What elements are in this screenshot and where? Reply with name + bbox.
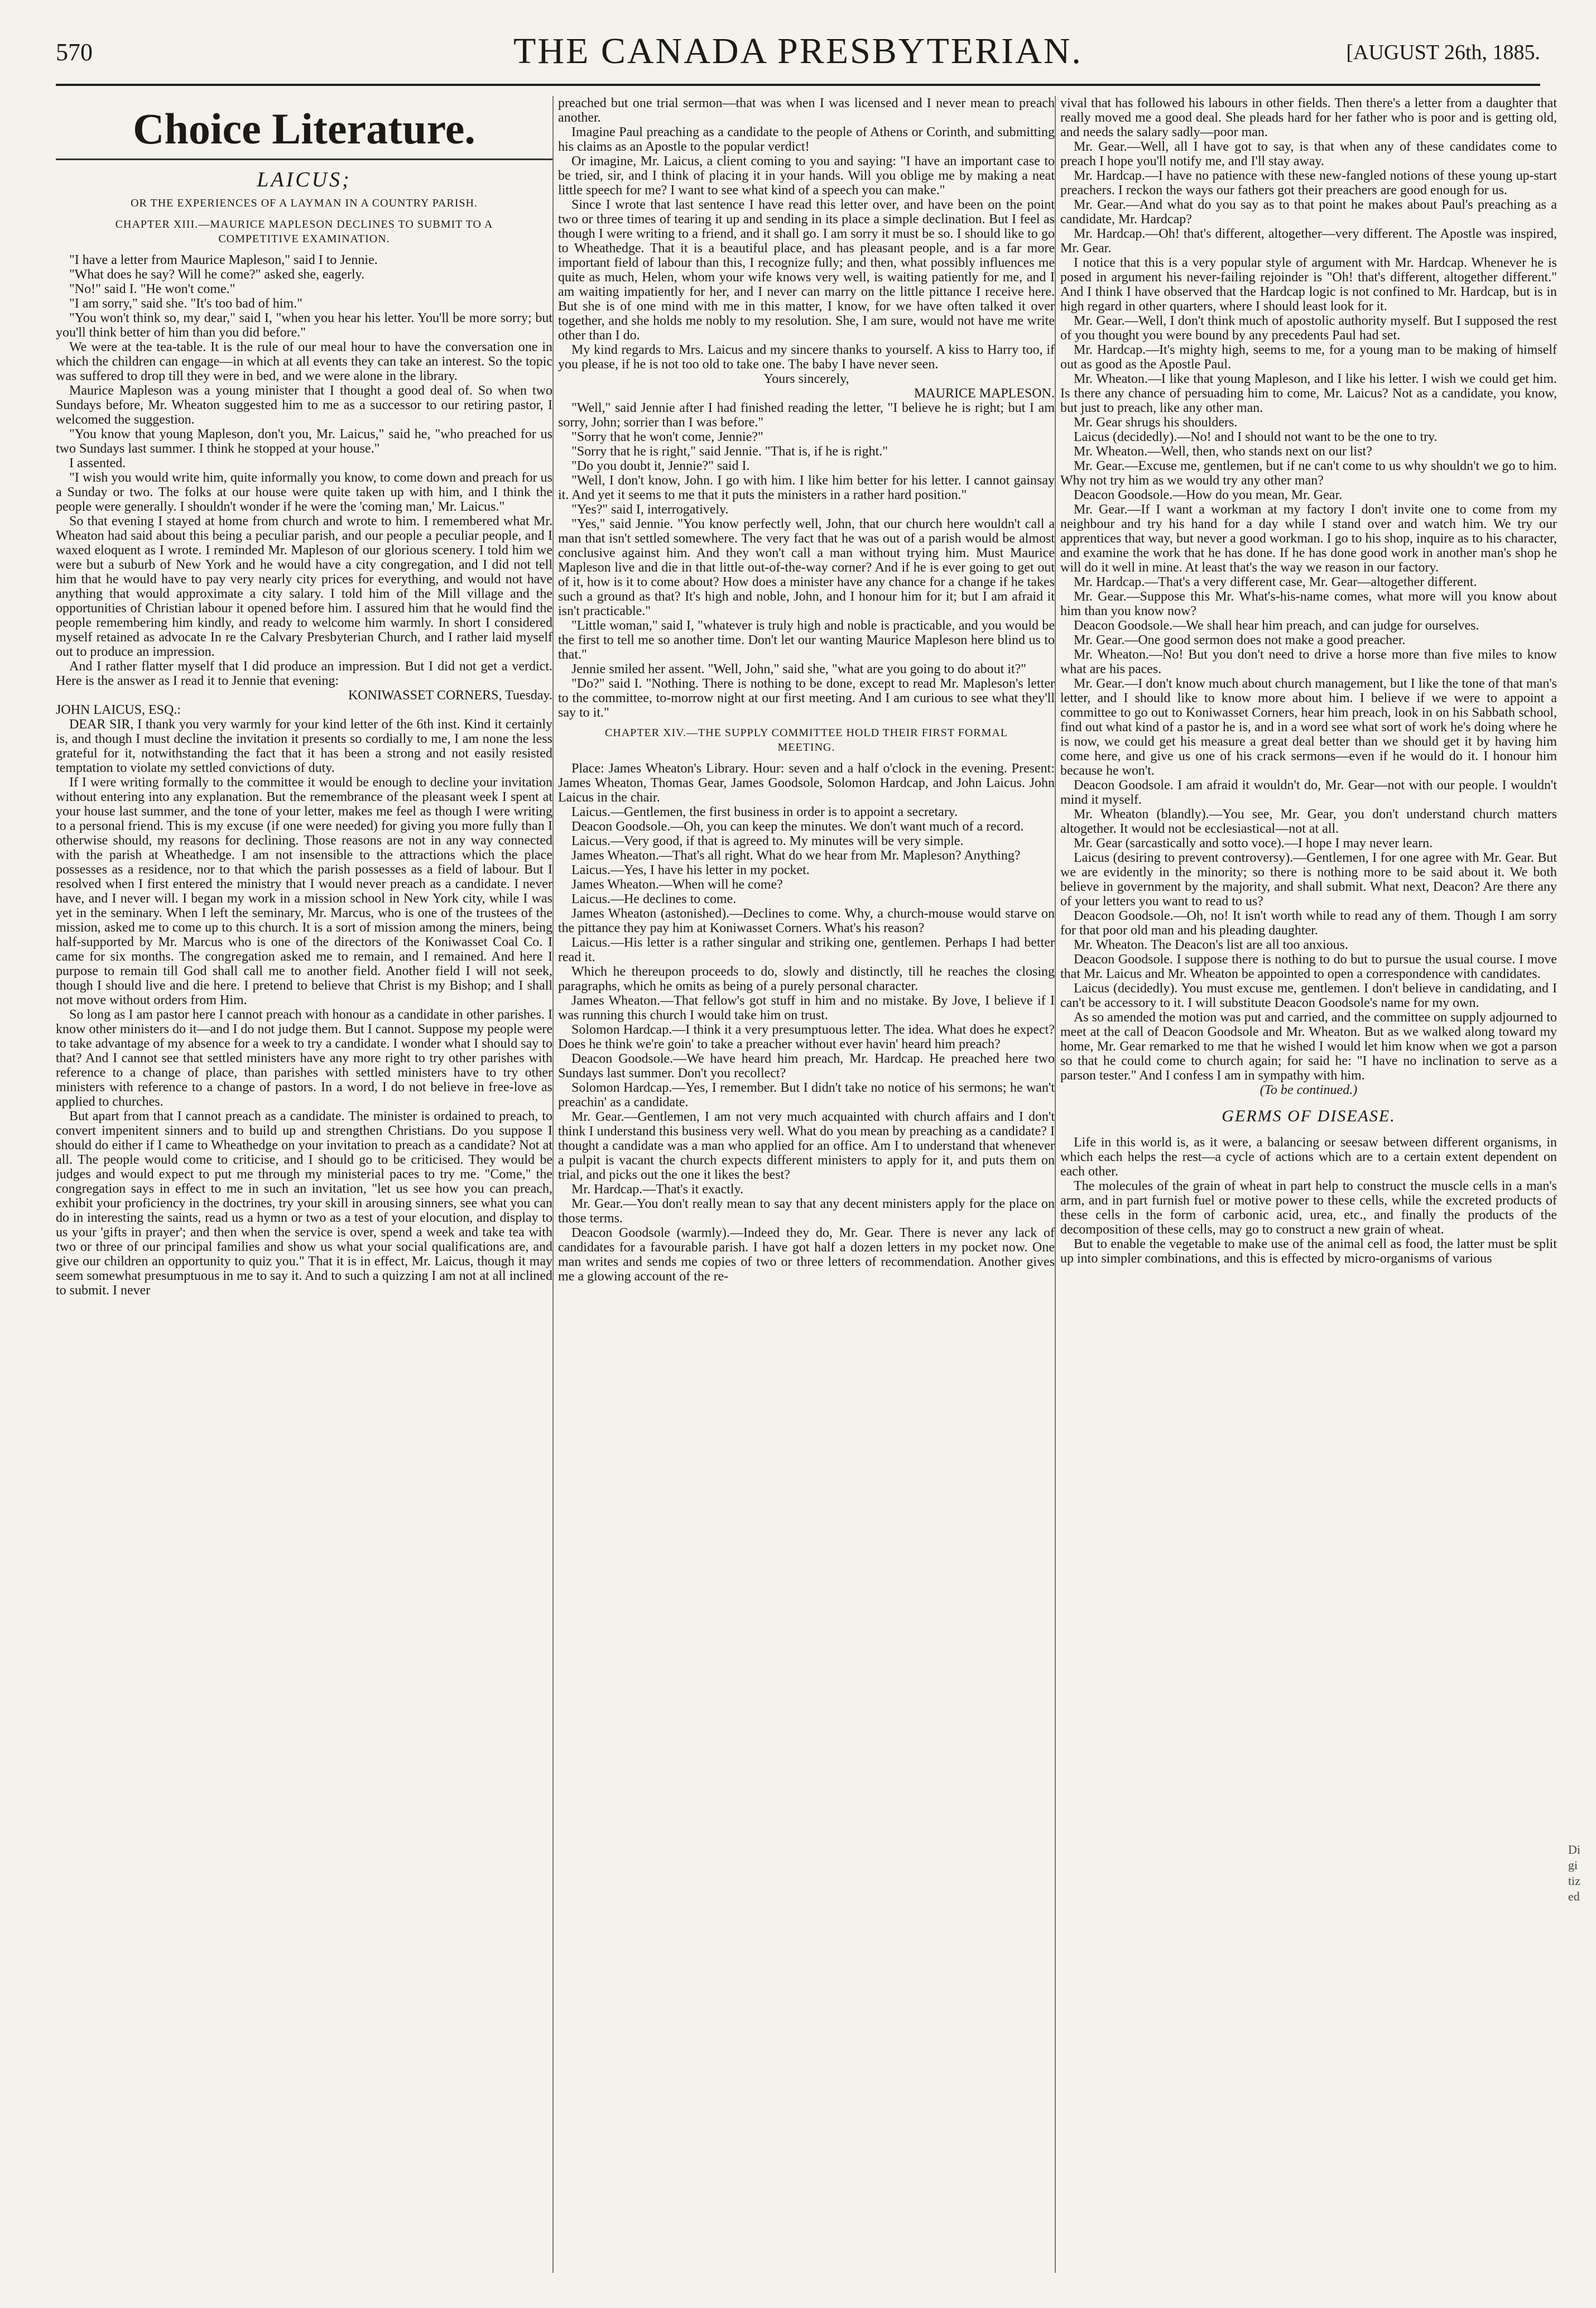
issue-date: [AUGUST 26th, 1885. — [1346, 41, 1540, 64]
paragraph: Laicus (desiring to prevent controversy).—Gentlemen, I for one agree with Mr. Gear. But we are evidently in the minority; so there is nothing more to be said about it. We both believe in government by the majority, and shall submit. What next, Deacon? Are there any of your letters you want to read to us? — [1060, 851, 1557, 909]
paragraph: Laicus.—He declines to come. — [571, 892, 737, 906]
paragraph: James Wheaton.—That's all right. What do we hear from Mr. Mapleson? Anything? — [571, 848, 1021, 863]
paragraph: Place: James Wheaton's Library. Hour: seven and a half o'clock in the evening. Present: James Wheaton, Thomas Gear, James Goodsole, Solomon Hardcap, and John Laicus. John Laicus in the chair. — [558, 761, 1055, 805]
paragraph: As so amended the motion was put and carried, and the committee on supply adjourned to meet at the call of Deacon Goodsole and Mr. Wheaton. But as we walked along toward my home, Mr. Gear remarked to me that he wished I would let him know when we got a parson so that he could come to church again; for said he: "I have no inclination to serve as a parson tester." And I confess I am in sympathy with him. — [1060, 1010, 1557, 1083]
story-subtitle: OR THE EXPERIENCES OF A LAYMAN IN A COUNTRY PARISH. — [131, 197, 478, 209]
paragraph: Deacon Goodsole. I suppose there is nothing to do but to pursue the usual course. I move that Mr. Laicus and Mr. Wheaton be appointed to open a correspondence with candidates. — [1060, 952, 1557, 981]
paragraph: Mr. Gear.—Suppose this Mr. What's-his-name comes, what more will you know about him than you know now? — [1060, 589, 1557, 618]
paragraph: "Well, I don't know, John. I go with him. I like him better for his letter. I cannot gainsay it. And yet it seems to me that it puts the ministers in a rather hard position." — [558, 473, 1055, 502]
paragraph: "Little woman," said I, "whatever is truly high and noble is practicable, and you would be the first to tell me so another time. Don't let our wanting Maurice Mapleson here blind us to that." — [558, 618, 1055, 662]
paragraph: Life in this world is, as it were, a balancing or seesaw between different organisms, in which each helps the rest—a cycle of actions which are to a certain extent dependent on each other. — [1060, 1135, 1557, 1179]
paragraph: But to enable the vegetable to make use of the animal cell as food, the latter must be split up into simpler combinations, and this is effected by micro-organisms of various — [1060, 1237, 1557, 1266]
paragraph: Imagine Paul preaching as a candidate to the people of Athens or Corinth, and submitting his claims as an Apostle to the popular verdict! — [558, 125, 1055, 154]
paragraph: Laicus (decidedly).—No! and I should not want to be the one to try. — [1074, 430, 1438, 444]
paragraph: My kind regards to Mrs. Laicus and my sincere thanks to yourself. A kiss to Harry too, if you please, if he is not too old to take one. The baby I have never seen. — [558, 343, 1055, 372]
paragraph: Mr. Hardcap.—It's mighty high, seems to me, for a young man to be making of himself out as good as the Apostle Paul. — [1060, 343, 1557, 372]
paragraph: DEAR SIR, I thank you very warmly for your kind letter of the 6th inst. Kind it certainly is, and though I must decline the invitation it presents so cordially to me, I am none the less grateful for it, notwithstanding the fact that it has been a strong and not easily resisted temptation to violate my settled convictions of duty. — [56, 717, 552, 775]
to-be-continued: (To be continued.) — [1260, 1083, 1358, 1097]
paragraph: "Sorry that he won't come, Jennie?" — [571, 430, 763, 444]
paragraph: I assented. — [69, 456, 126, 471]
paragraph: "I am sorry," said she. "It's too bad of him." — [69, 296, 302, 311]
paragraph: Which he thereupon proceeds to do, slowly and distinctly, till he reaches the closing paragraphs, which he omits as being of a purely personal character. — [558, 965, 1055, 994]
paragraph: "Yes," said Jennie. "You know perfectly well, John, that our church here wouldn't call a man that isn't settled somewhere. The very fact that he was out of a parish would be almost conclusive against him. And they won't call a man without trying him. Must Maurice Mapleson live and die in that little out-of-the-way corner? And if he is ever going to get out of it, how is it to come about? How does a minister have any chance for a change if he takes such a ground as that? It's high and noble, John, and I honour him for it; but I am afraid it isn't practicable." — [558, 517, 1055, 618]
section-rule — [56, 159, 552, 160]
paragraph: Mr. Gear shrugs his shoulders. — [1074, 415, 1238, 430]
paragraph: Maurice Mapleson was a young minister that I thought a good deal of. So when two Sundays before, Mr. Wheaton suggested him to me as a successor to our retiring pastor, I welcomed the suggestion. — [56, 383, 552, 427]
column-1 — [56, 96, 552, 2281]
paragraph: Jennie smiled her assent. "Well, John," said she, "what are you going to do about it?" — [571, 662, 1027, 676]
column-3 — [1060, 96, 1557, 2281]
letter-heading: KONIWASSET CORNERS, Tuesday. — [348, 688, 552, 703]
page-header — [56, 28, 1540, 78]
paragraph: "Do?" said I. "Nothing. There is nothing to be done, except to read Mr. Mapleson's letter to the committee, to-morrow night at our first meeting. And I am curious to see what they'll say to it." — [558, 676, 1055, 720]
paragraph: Mr. Gear.—Well, all I have got to say, is that when any of these candidates come to preach I hope you'll notify me, and I'll stay away. — [1060, 140, 1557, 169]
paragraph: I notice that this is a very popular style of argument with Mr. Hardcap. Whenever he is posed in argument his never-failing rejoinder is "Oh! that's different, altogether different." And I think I have observed that the Hardcap logic is not confined to Mr. Hardcap, but is in high regard in other quarters, where I should least look for it. — [1060, 256, 1557, 314]
page-number: 570 — [56, 39, 93, 66]
column-2 — [558, 96, 1055, 2281]
paragraph: So that evening I stayed at home from church and wrote to him. I remembered what Mr. Wheaton had said about this being a peculiar parish, and our people a peculiar people, and I waxed eloquent as I wrote. I reminded Mr. Mapleson of our glorious scenery. I told him we were but a suburb of New York and he would have a city congregation, and I did not tell him that he would have to pay very nearly city prices for everything, and would not have anything that would approximate a city salary. I told him of the Mill village and the opportunities of Christian labour it opened before him. I assured him that he would find the people remembering him kindly, and ready to welcome him warmly. In short I considered myself retained as advocate In re the Calvary Presbyterian Church, and I rather laid myself out to produce an impression. — [56, 514, 552, 659]
paragraph: "I have a letter from Maurice Mapleson," said I to Jennie. — [69, 253, 378, 267]
paragraph: Deacon Goodsole. I am afraid it wouldn't do, Mr. Gear—not with our people. I wouldn't mind it myself. — [1060, 778, 1557, 807]
paragraph: Mr. Gear.—You don't really mean to say that any decent ministers apply for the place on those terms. — [558, 1197, 1055, 1226]
paragraph: Laicus.—Yes, I have his letter in my pocket. — [571, 863, 810, 877]
paragraph: James Wheaton.—That fellow's got stuff in him and no mistake. By Jove, I believe if I was running this church I would take him on trust. — [558, 994, 1055, 1023]
paragraph: Or imagine, Mr. Laicus, a client coming to you and saying: "I have an important case to be tried, sir, and I think of placing it in your hands. Will you oblige me by making a neat little speech for me? I want to see what kind of a speech you can make." — [558, 154, 1055, 198]
paragraph: "You won't think so, my dear," said I, "when you hear his letter. You'll be more sorry; but you'll think better of him than you did before." — [56, 311, 552, 340]
paragraph: James Wheaton (astonished).—Declines to come. Why, a church-mouse would starve on the pittance they pay him at Koniwasset Corners. What's his reason? — [558, 906, 1055, 935]
paragraph: "Yes?" said I, interrogatively. — [571, 502, 729, 517]
letter-signature: MAURICE MAPLESON. — [914, 386, 1055, 401]
paragraph: Mr. Gear.—Gentlemen, I am not very much acquainted with church affairs and I don't think I understand this business very well. What do you mean by preaching as a candidate? I thought a candidate was a man who applied for an office. Am I to understand that whenever a pulpit is vacant the church expects different ministers to apply for it, and puts them on trial, and picks out the one it likes the best? — [558, 1110, 1055, 1182]
journal-title: THE CANADA PRESBYTERIAN. — [513, 31, 1083, 71]
paragraph: Solomon Hardcap.—Yes, I remember. But I didn't take no notice of his sermons; he wan't preachin' as a candidate. — [558, 1081, 1055, 1110]
paragraph: Mr. Wheaton.—Well, then, who stands next on our list? — [1074, 444, 1372, 459]
paragraph: We were at the tea-table. It is the rule of our meal hour to have the conversation one in which the children can engage—in which at all events they can take an interest. So the topic was suffered to drop till they were in bed, and we were alone in the library. — [56, 340, 552, 383]
paragraph: Mr. Hardcap.—I have no patience with these new-fangled notions of these young up-start preachers. I reckon the ways our fathers got their preachers are good enough for us. — [1060, 169, 1557, 198]
paragraph: Mr. Gear.—One good sermon does not make a good preacher. — [1074, 633, 1406, 647]
column-divider — [1055, 96, 1056, 2273]
paragraph: The molecules of the grain of wheat in part help to construct the muscle cells in a man's arm, and in part furnish fuel or motive power to these cells, while the excreted products of these cells in the form of carbonic acid, urea, etc., and finally the products of the decomposition of these cells, may go to construct a new grain of wheat. — [1060, 1179, 1557, 1237]
paragraph: Deacon Goodsole.—Oh, you can keep the minutes. We don't want much of a record. — [571, 819, 1024, 834]
paragraph: James Wheaton.—When will he come? — [571, 877, 783, 892]
paragraph: Mr. Wheaton.—No! But you don't need to drive a horse more than five miles to know what are his paces. — [1060, 647, 1557, 676]
paragraph: If I were writing formally to the committee it would be enough to decline your invitation without entering into any explanation. But the remembrance of the pleasant week I spent at your house last summer, and the tone of your letter, makes me feel as though I were writing to a personal friend. This is my excuse (if one were needed) for giving you more fully than I otherwise should, my reasons for declining. Those reasons are not in any way connected with the parish at Wheathedge. I am not insensible to the attractions which the place possesses as a residence, nor to that which the parish possesses as a field of labour. But I resolved when I first entered the ministry that I would never preach as a candidate. I never have, and I never will. I began my work in a mission school in New York city, while I was yet in the seminary. When I left the seminary, Mr. Marcus, who is one of the trustees of the mission, asked me to come up to this church. It is a sort of mission among the miners, being half-supported by Mr. Marcus who is one of the directors of the Koniwasset Coal Co. I came for six months. The congregation asked me to remain, and I remained. And here I purpose to remain till God shall call me to another field. Another field I will not seek, though I should live and die here. I pretend to believe that Christ is my Bishop; and I shall not move without orders from Him. — [56, 775, 552, 1007]
chapter-heading: CHAPTER XIII.—MAURICE MAPLESON DECLINES TO SUBMIT TO A COMPETITIVE EXAMINATION. — [115, 218, 493, 245]
paragraph: Deacon Goodsole.—We shall hear him preach, and can judge for ourselves. — [1074, 618, 1479, 633]
paragraph: "Do you doubt it, Jennie?" said I. — [571, 459, 750, 473]
paragraph: "Well," said Jennie after I had finished reading the letter, "I believe he is right; but I am sorry, John; sorrier than I was before." — [558, 401, 1055, 430]
paragraph: Mr. Wheaton.—I like that young Mapleson, and I like his letter. I wish we could get him. Is there any chance of persuading him to come, Mr. Laicus? Not as a candidate, you know, but just to preach, like any other man. — [1060, 372, 1557, 415]
paragraph: Deacon Goodsole.—Oh, no! It isn't worth while to read any of them. Though I am sorry for that poor old man and his pleading daughter. — [1060, 909, 1557, 938]
paragraph: preached but one trial sermon—that was when I was licensed and I never mean to preach another. — [558, 96, 1055, 125]
column-divider — [552, 96, 554, 2273]
paragraph: Mr. Hardcap.—Oh! that's different, altogether—very different. The Apostle was inspired, Mr. Gear. — [1060, 227, 1557, 256]
paragraph: "Sorry that he is right," said Jennie. "That is, if he is right." — [571, 444, 888, 459]
paragraph: Mr. Gear.—I don't know much about church management, but I like the tone of that man's letter, and I should like to know more about him. I believe if we were to appoint a committee to go out to Koniwasset Corners, hear him preach, look in on his Sabbath school, find out what kind of a pastor he is, and in a word see what sort of work he's doing where he is now, we could get his measure a great deal better than we should get it by having him come here, and give us one of his crack sermons—even if he would do it. I honour him because he won't. — [1060, 676, 1557, 778]
paragraph: Laicus.—His letter is a rather singular and striking one, gentlemen. Perhaps I had better read it. — [558, 935, 1055, 965]
paragraph: Mr. Wheaton. The Deacon's list are all too anxious. — [1074, 938, 1348, 952]
paragraph: Laicus.—Very good, if that is agreed to. My minutes will be very simple. — [571, 834, 964, 848]
paragraph: Mr. Gear.—Excuse me, gentlemen, but if ne can't come to us why shouldn't we go to him. Why not try him as we would try any other man? — [1060, 459, 1557, 488]
letter-signoff: Yours sincerely, — [763, 372, 849, 386]
header-rule — [56, 84, 1540, 86]
paragraph: "I wish you would write him, quite informally you know, to come down and preach for us a Sunday or two. The folks at our house were quite taken up with him, and I think the people were generally. I shouldn't wonder if he were the 'coming man,' Mr. Laicus." — [56, 471, 552, 514]
paragraph: vival that has followed his labours in other fields. Then there's a letter from a daughter that really moved me a good deal. She pleads hard for her father who is poor and is getting old, and needs the salary sadly—poor man. — [1060, 96, 1557, 140]
paragraph: Mr. Wheaton (blandly).—You see, Mr. Gear, you don't understand church matters altogether. It would not be ecclesiastical—not at all. — [1060, 807, 1557, 836]
paragraph: Mr. Gear.—And what do you say as to that point he makes about Paul's preaching as a candidate, Mr. Hardcap? — [1060, 198, 1557, 227]
paragraph: But apart from that I cannot preach as a candidate. The minister is ordained to preach, to convert impenitent sinners and to build up and strengthen Christians. Do you suppose I should do either if I came to Wheathedge on your invitation to preach as a candidate? Not at all. The people would come to criticise, and I should go to be criticised. They would be judges and would expect to put me through my ministerial paces to try me. "Come," the congregation says in effect to me in such an invitation, "let us see how you can preach, exhibit your proficiency in the doctrines, try your skill in arousing sinners, see what you can do in interesting the saints, read us a hymn or two as a test of your elocution, and display to us your 'gifts in prayer'; and then when the service is over, spend a week and take tea with two or three of our principal families and show us what your social qualifications are, and give our children an opportunity to quiz you." That it is in effect, Mr. Laicus, though it may seem somewhat presumptuous in me to say it. And to such a quizzing I am not at all inclined to submit. I never — [56, 1109, 552, 1298]
paragraph: Mr. Gear (sarcastically and sotto voce).—I hope I may never learn. — [1074, 836, 1433, 851]
paragraph: "You know that young Mapleson, don't you, Mr. Laicus," said he, "who preached for us two Sundays last summer. I think he stopped at your house." — [56, 427, 552, 456]
paragraph: Mr. Gear.—Well, I don't think much of apostolic authority myself. But I supposed the rest of you thought you were bound by any precedents Paul had set. — [1060, 314, 1557, 343]
paragraph: Deacon Goodsole.—We have heard him preach, Mr. Hardcap. He preached here two Sundays last summer. Don't you recollect? — [558, 1052, 1055, 1081]
paragraph: So long as I am pastor here I cannot preach with honour as a candidate in other parishes. I know other ministers do it—and I do not judge them. But I cannot. Suppose my people were to take advantage of my absence for a week to try a candidate. I wonder what I should say to that? And I cannot see that settled ministers have any more right to try other parishes with reference to a change of place, than parishes with settled ministers have to try other ministers with reference to a change of pastors. In a word, I do not believe in free-love as applied to churches. — [56, 1007, 552, 1109]
paragraph: Mr. Hardcap.—That's a very different case, Mr. Gear—altogether different. — [1074, 575, 1477, 589]
paragraph: Solomon Hardcap.—I think it a very presumptuous letter. The idea. What does he expect? Does he think we're goin' to take a preacher without ever havin' heard him preach? — [558, 1023, 1055, 1052]
article-title: GERMS OF DISEASE. — [1222, 1107, 1396, 1125]
paragraph: Deacon Goodsole.—How do you mean, Mr. Gear. — [1074, 488, 1343, 502]
margin-stamp: Digitized — [1568, 1842, 1580, 1903]
paragraph: "What does he say? Will he come?" asked she, eagerly. — [69, 267, 365, 282]
chapter-heading: CHAPTER XIV.—THE SUPPLY COMMITTEE HOLD THEIR FIRST FORMAL MEETING. — [604, 727, 1008, 754]
paragraph: Since I wrote that last sentence I have read this letter over, and have been on the point two or three times of tearing it up and sending in its place a simple declination. But I feel as though I were writing to a friend, and it shall go. I am sorry it must be so. I should like to go to Wheathedge. That it is a beautiful place, and has pleasant people, and is a far more important field of labour than this, I recognize fully; and then, what possibly influences me quite as much, Helen, whom your wife knows very well, is waiting patiently for me, and I am waiting impatiently for her, and I never can marry on the little pittance I receive here. But she is of one mind with me in this matter, I know, for we have often talked it over together, and she holds me nobly to my resolution. She, I am sure, would not have me write other than I do. — [558, 198, 1055, 343]
paragraph: Laicus (decidedly). You must excuse me, gentlemen. I don't believe in candidating, and I can't be accessory to it. I will substitute Deacon Goodsole's name for my own. — [1060, 981, 1557, 1010]
letter-salutation: JOHN LAICUS, ESQ.: — [56, 703, 181, 717]
paragraph: Deacon Goodsole (warmly).—Indeed they do, Mr. Gear. There is never any lack of candidates for a favourable parish. I have got half a dozen letters in my pocket now. One man writes and sends me copies of two or three letters of recommendation. Another gives me a glowing account of the re- — [558, 1226, 1055, 1284]
paragraph: "No!" said I. "He won't come." — [69, 282, 235, 296]
section-title: Choice Literature. — [133, 104, 475, 153]
paragraph: And I rather flatter myself that I did produce an impression. But I did not get a verdict. Here is the answer as I read it to Jennie that evening: — [56, 659, 552, 688]
paragraph: Mr. Gear.—If I want a workman at my factory I don't invite one to come from my neighbour and try his hand for a day while I stand over and watch him. We try our apprentices that way, but never a good workman. I go to his shop, inquire as to his character, and examine the work that he has done. If he has done good work in another man's shop he will do it well in mine. At least that's the way we reason in our factory. — [1060, 502, 1557, 575]
story-title: LAICUS; — [257, 168, 352, 191]
paragraph: Mr. Hardcap.—That's it exactly. — [571, 1182, 744, 1197]
paragraph: Laicus.—Gentlemen, the first business in order is to appoint a secretary. — [571, 805, 958, 819]
